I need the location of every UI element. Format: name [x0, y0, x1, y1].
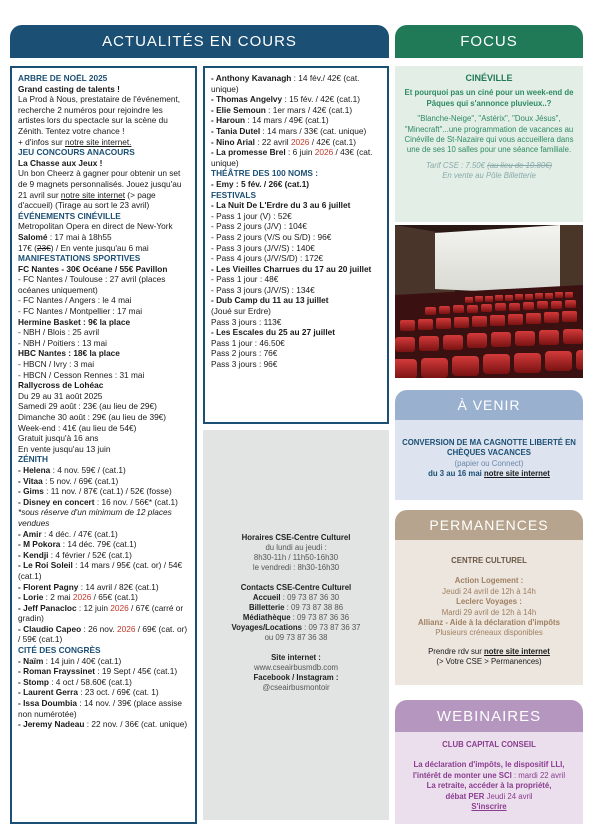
- list-item: - Vitaa : 5 nov. / 69€ (cat.1): [18, 475, 119, 486]
- cite-list: [18, 656, 189, 730]
- site-link[interactable]: notre site internet: [60, 189, 125, 200]
- focus-box: CINÉVILLE Et pourquoi pas un ciné pour un week-end de Pâques qui s'annonce pluvieux..? "Blanche-Neige", "Astérix", "Doux Jésus", "Minecraft"...une programmation de vacances au Cinéville de St-Nazaire qui vous accueillera dans une de ses 10 salles pour une séance familiale. Tarif CSE : 7.50€ (au lieu de 10.80€) En vente au Pôle Billetterie: [395, 66, 583, 222]
- list-item: - Claudio Capeo : 26 nov. 2026 / 69€ (cat. or) / 59€ (cat.1): [18, 623, 188, 645]
- list-item: - Disney en concert : 16 nov. / 56€* (cat.1): [18, 496, 178, 507]
- webinaires-header: WEBINAIRES: [395, 700, 583, 732]
- list-item: - M Pokora : 14 déc. 79€ (cat.1): [18, 539, 137, 550]
- avenir-box: CONVERSION DE MA CAGNOTTE LIBERTÉ EN CHÈQUES VACANCES (papier ou Connect) du 3 au 16 mai notre site internet: [395, 420, 583, 500]
- pass-line: Pass 1 jour : 46.50€: [211, 337, 285, 348]
- site-link[interactable]: notre site internet.: [65, 136, 132, 147]
- focus-header: FOCUS: [395, 25, 583, 58]
- pass-line: - Pass 3 jours (J/V/S) : 134€: [211, 284, 315, 295]
- list-item: - Roman Frayssinet : 19 Sept / 45€ (cat.1): [18, 666, 178, 677]
- contact-block: Horaires CSE-Centre Culturel du lundi au jeudi : 8h30-11h / 11h50-16h30 le vendredi : 8h30-16h30 Contacts CSE-Centre Culturel Accueil : 09 73 87 36 30 Billetterie : 09 73 87 38 86 Médiathèque : 09 73 87 36 36 Voyages/Locations : 09 73 87 36 37 ou 09 73 87 36 38 Site internet : www.cseairbusmdb.com Facebook / Instagram : @cseairbusmontoir: [203, 430, 389, 820]
- cinema-illustration: [395, 225, 583, 378]
- actualites-column-right: - Anthony Kavanagh : 14 fév./ 42€ (cat. unique) - Thomas Angelvy : 15 fév. / 42€ (cat.1) - Elie Semoun : 1er mars / 42€ (cat.1) - Haroun : 14 mars / 49€ (cat.1) - Tania Dutel : 14 mars / 33€ (cat. unique) - Nino Arial : 22 avril 2026 / 42€ (cat.1) - La promesse Brel : 6 juin 2026 / 43€ (cat. unique) THÉÂTRE DES 100 NOMS : - Emy : 5 fév. / 26€ (cat.1) FESTIVALS - La Nuit De L'Erdre du 3 au 6 juillet - Pass 1 jour (V) : 52€ - Pass 2 jours (J/V) : 104€ - Pass 2 jours (V/S ou S/D) : 96€ - Pass 3 jours (J/V/S) : 140€ - Pass 4 jours (J/V/S/D) : 172€ - Les Vieilles Charrues du 17 au 20 juillet - Pass 1 jour : 48€ - Pass 3 jours (J/V/S) : 134€ - Dub Camp du 11 au 13 juillet (Joué sur Erdre) Pass 3 jours : 113€ - Les Escales du 25 au 27 juillet Pass 1 jour : 46.50€ Pass 2 jours : 76€ Pass 3 jours : 96€: [203, 66, 389, 424]
- pass-line: (Joué sur Erdre): [211, 306, 271, 317]
- list-item: - Gims : 11 nov. / 87€ (cat.1) / 52€ (fosse): [18, 486, 172, 497]
- list-item: - Stomp : 4 oct / 58.60€ (cat.1): [18, 676, 132, 687]
- list-item: - Issa Doumbia : 14 nov. / 39€ (place assise non numérotée): [18, 698, 183, 719]
- list-item: - Tania Dutel : 14 mars / 33€ (cat. unique): [211, 125, 367, 136]
- list-item: - Le Roi Soleil : 14 mars / 95€ (cat. or) / 54€ (cat.1): [18, 560, 183, 581]
- avenir-header: À VENIR: [395, 390, 583, 420]
- site-link[interactable]: notre site internet: [484, 469, 550, 479]
- list-item: - Anthony Kavanagh : 14 fév./ 42€ (cat. unique): [211, 73, 360, 94]
- pass-line: - Pass 1 jour (V) : 52€: [211, 210, 292, 221]
- pass-line: - Pass 3 jours (J/V/S) : 140€: [211, 242, 315, 253]
- pass-line: Pass 3 jours : 96€: [211, 359, 278, 370]
- pass-line: Pass 2 jours : 76€: [211, 348, 278, 359]
- shows-list: [211, 73, 381, 168]
- pass-line: Pass 3 jours : 113€: [211, 316, 282, 327]
- list-item: - Naïm : 14 juin / 40€ (cat.1): [18, 655, 122, 666]
- list-item: - Kendji : 4 février / 52€ (cat.1): [18, 549, 132, 560]
- list-item: - Lorie : 2 mai 2026 / 65€ (cat.1): [18, 592, 138, 603]
- list-item: - Florent Pagny : 14 avril / 82€ (cat.1): [18, 581, 159, 592]
- permanences-box: CENTRE CULTUREL Action Logement : Jeudi 24 avril de 12h à 14h Leclerc Voyages : Mardi 29 avril de 12h à 14h Allianz - Aide à la déclaration d'impôts Plusieurs créneaux disponibles Prendre rdv sur notre site internet (> Votre CSE > Permanences): [395, 540, 583, 685]
- site-link[interactable]: notre site internet: [484, 646, 550, 656]
- list-item: - Haroun : 14 mars / 49€ (cat.1): [211, 115, 329, 126]
- inscrire-link[interactable]: S'inscrire: [471, 802, 507, 812]
- pass-line: - Pass 1 jour : 48€: [211, 274, 279, 285]
- list-item: - La promesse Brel : 6 juin 2026 / 43€ (cat. unique): [211, 147, 373, 168]
- list-item: - Laurent Gerra : 23 oct. / 69€ (cat. 1): [18, 687, 159, 698]
- actualites-header: ACTUALITÉS EN COURS: [10, 25, 389, 58]
- pass-line: - Pass 4 jours (J/V/S/D) : 172€: [211, 253, 324, 264]
- section-title: ARBRE DE NOËL 2025: [18, 73, 108, 83]
- pass-line: - Pass 2 jours (V/S ou S/D) : 96€: [211, 231, 332, 242]
- list-item: - Amir : 4 déc. / 47€ (cat.1): [18, 528, 118, 539]
- list-item: - Helena : 4 nov. 59€ / (cat.1): [18, 464, 126, 475]
- list-item: - Elie Semoun : 1er mars / 42€ (cat.1): [211, 104, 353, 115]
- website-link[interactable]: www.cseairbusmdb.com: [253, 663, 339, 672]
- zenith-list: [18, 529, 189, 646]
- list-item: - Nino Arial : 22 avril 2026 / 42€ (cat.1): [211, 136, 356, 147]
- cinema-seats-image: [395, 225, 583, 378]
- permanences-header: PERMANENCES: [395, 510, 583, 540]
- list-item: - Thomas Angelvy : 15 fév. / 42€ (cat.1): [211, 94, 360, 105]
- webinaires-box: CLUB CAPITAL CONSEIL La déclaration d'impôts, le dispositif LLI, l'intérêt de monter une SCI : mardi 22 avril La retraite, accéder à la propriété, débat PER Jeudi 24 avril S'inscrire: [395, 732, 583, 824]
- list-item: - Jeremy Nadeau : 22 nov. / 36€ (cat. unique): [18, 719, 188, 730]
- list-item: - Jeff Panacloc : 12 juin 2026 / 67€ (carré or gradin): [18, 602, 184, 624]
- actualites-column-left: ARBRE DE NOËL 2025 Grand casting de talents ! La Prod à Nous, prestataire de l'événement, recherche 2 numéros pour rejoindre les artistes lors du spectacle sur la scène du Zénith. Tentez votre chance ! + d'infos sur notre site internet. JEU CONCOURS ANACOURS La Chasse aux Jeux ! Un bon Cheerz à gagner pour obtenir un set de 9 magnets personnalisés. Jouez jusqu'au 21 avril sur notre site internet (> page d'accueil) (Tirage au sort le 23 avril) ÉVÉNEMENTS CINÉVILLE Metropolitan Opera en direct de New-York Salomé : 17 mai à 18h55 17€ (23€) / En vente jusqu'au 6 mai MANIFESTATIONS SPORTIVES FC Nantes - 30€ Océane / 55€ Pavillon - FC Nantes / Toulouse : 27 avril (places océanes uniquement) - FC Nantes / Angers : le 4 mai - FC Nantes / Montpellier : 17 mai Hermine Basket : 9€ la place - NBH / Blois : 25 avril - NBH / Poitiers : 13 mai HBC Nantes : 18€ la place - HBCN / Ivry : 3 mai - HBCN / Cesson Rennes : 31 mai Rallycross de Lohéac Du 29 au 31 août 2025 Samedi 29 août : 23€ (au lieu de 29€) Dimanche 30 août : 29€ (au lieu de 39€) Week-end : 41€ (au lieu de 54€) Gratuit jusqu'à 16 ans En vente jusqu'au 13 juin ZÉNITH - Helena : 4 nov. 59€ / (cat.1) - Vitaa : 5 nov. / 69€ (cat.1) - Gims : 11 nov. / 87€ (cat.1) / 52€ (fosse) - Disney en concert : 16 nov. / 56€* (cat.1) *sous réserve d'un minimum de 12 places vendues - Amir : 4 déc. / 47€ (cat.1) - M Pokora : 14 déc. 79€ (cat.1) - Kendji : 4 février / 52€ (cat.1) - Le Roi Soleil : 14 mars / 95€ (cat. or) / 54€ (cat.1) - Florent Pagny : 14 avril / 82€ (cat.1) - Lorie : 2 mai 2026 / 65€ (cat.1) - Jeff Panacloc : 12 juin 2026 / 67€ (carré or gradin) - Claudio Capeo : 26 nov. 2026 / 69€ (cat. or) / 59€ (cat.1) CITÉ DES CONGRÈS - Naïm : 14 juin / 40€ (cat.1) - Roman Frayssinet : 19 Sept / 45€ (cat.1) - Stomp : 4 oct / 58.60€ (cat.1) - Laurent Gerra : 23 oct. / 69€ (cat. 1) - Issa Doumbia : 14 nov. / 39€ (place assise non numérotée) - Jeremy Nadeau : 22 nov. / 36€ (cat. unique): [10, 66, 197, 824]
- zenith-list: [18, 465, 189, 507]
- pass-line: - Pass 2 jours (J/V) : 104€: [211, 221, 307, 232]
- social-handle[interactable]: @cseairbusmontoir: [262, 683, 330, 692]
